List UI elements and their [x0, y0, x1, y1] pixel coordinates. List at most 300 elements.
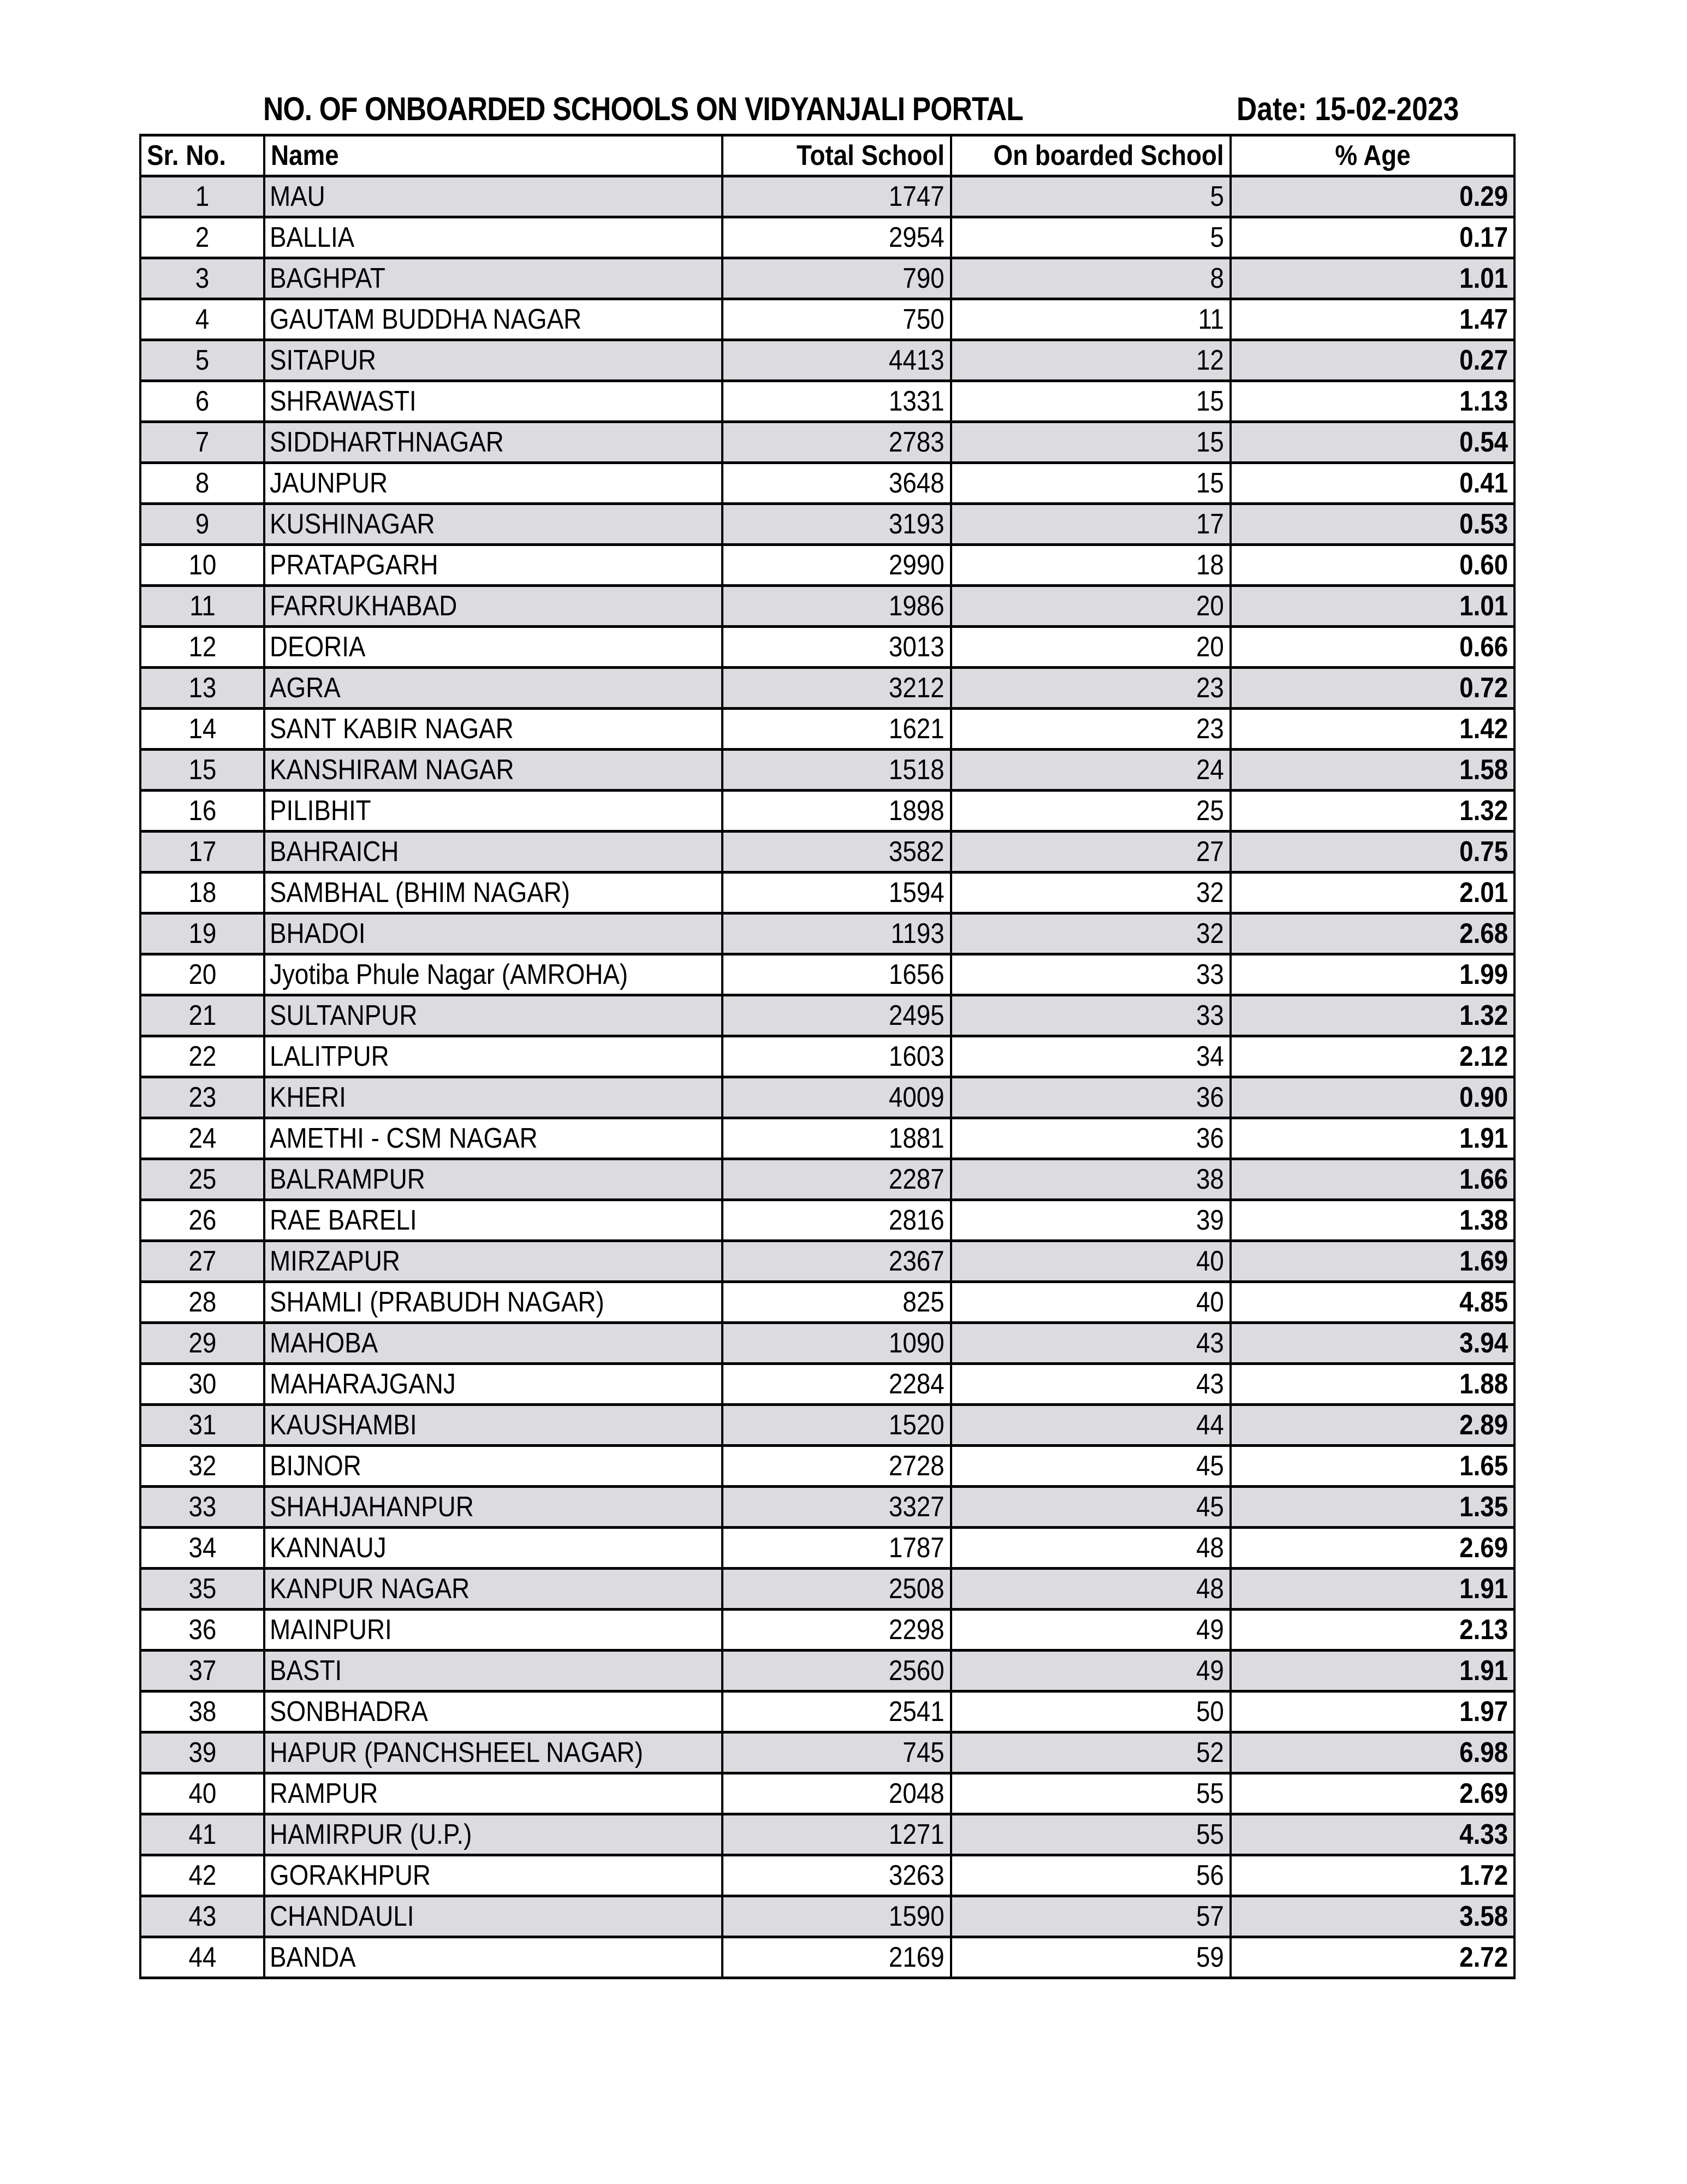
district-name-value: JAUNPUR	[270, 467, 388, 499]
district-name-value: RAMPUR	[270, 1778, 378, 1809]
district-name-value: BHADOI	[270, 918, 366, 949]
onboarded-school-value: 32	[1196, 877, 1224, 909]
cell-onboarded-school	[951, 422, 1231, 463]
percent-age-value: 1.91	[1459, 1573, 1508, 1605]
district-name-value: SANT KABIR NAGAR	[270, 713, 514, 745]
onboarded-school-value: 12	[1196, 345, 1224, 376]
onboarded-school-value: 5	[1210, 222, 1224, 253]
percent-age-value: 1.32	[1459, 1000, 1508, 1031]
cell-sr-no	[140, 1282, 264, 1323]
cell-total-school	[722, 1282, 951, 1323]
cell-total-school	[722, 873, 951, 913]
cell-sr-no	[140, 1446, 264, 1487]
onboarded-school-value: 55	[1196, 1819, 1224, 1850]
cell-percent-age	[1231, 1077, 1514, 1118]
cell-onboarded-school	[951, 1405, 1231, 1446]
cell-total-school	[722, 381, 951, 422]
header-sr-no-label: Sr. No.	[147, 140, 226, 171]
table-row	[140, 1732, 1514, 1773]
sr-no-value: 40	[188, 1778, 216, 1809]
table-row	[140, 627, 1514, 668]
cell-district-name	[264, 340, 722, 381]
cell-total-school	[722, 1937, 951, 1978]
cell-sr-no	[140, 1692, 264, 1732]
total-school-value: 2508	[889, 1573, 945, 1605]
cell-district-name	[264, 1077, 722, 1118]
cell-district-name	[264, 995, 722, 1036]
cell-percent-age	[1231, 1487, 1514, 1528]
total-school-value: 2541	[889, 1696, 945, 1728]
percent-age-value: 2.13	[1459, 1614, 1508, 1646]
district-name-value: AGRA	[270, 672, 341, 704]
onboarded-school-value: 36	[1196, 1123, 1224, 1154]
cell-percent-age	[1231, 1323, 1514, 1364]
cell-total-school	[722, 750, 951, 791]
cell-percent-age	[1231, 1200, 1514, 1241]
sr-no-value: 18	[188, 877, 216, 909]
cell-percent-age	[1231, 1855, 1514, 1896]
onboarded-school-value: 27	[1196, 836, 1224, 868]
cell-total-school	[722, 340, 951, 381]
cell-sr-no	[140, 954, 264, 995]
cell-district-name	[264, 1200, 722, 1241]
cell-sr-no	[140, 1200, 264, 1241]
total-school-value: 790	[902, 263, 945, 294]
report-date: Date: 15-02-2023	[1237, 91, 1459, 127]
cell-percent-age	[1231, 258, 1514, 299]
percent-age-value: 0.17	[1459, 222, 1508, 253]
cell-sr-no	[140, 1323, 264, 1364]
table-row	[140, 873, 1514, 913]
cell-sr-no	[140, 1814, 264, 1855]
cell-total-school	[722, 709, 951, 750]
table-row	[140, 545, 1514, 586]
total-school-value: 3582	[889, 836, 945, 868]
cell-district-name	[264, 1405, 722, 1446]
cell-district-name	[264, 299, 722, 340]
total-school-value: 1881	[889, 1123, 945, 1154]
district-name-value: KUSHINAGAR	[270, 508, 435, 540]
cell-total-school	[722, 995, 951, 1036]
district-name-value: BAHRAICH	[270, 836, 399, 868]
sr-no-value: 26	[188, 1204, 216, 1236]
cell-total-school	[722, 1732, 951, 1773]
percent-age-value: 1.13	[1459, 385, 1508, 417]
percent-age-value: 1.66	[1459, 1164, 1508, 1195]
cell-district-name	[264, 258, 722, 299]
cell-district-name	[264, 1118, 722, 1159]
cell-onboarded-school	[951, 1610, 1231, 1651]
onboarded-school-value: 15	[1196, 467, 1224, 499]
cell-district-name	[264, 913, 722, 954]
sr-no-value: 35	[188, 1573, 216, 1605]
cell-total-school	[722, 1323, 951, 1364]
sr-no-value: 15	[188, 754, 216, 786]
onboarded-school-value: 15	[1196, 426, 1224, 458]
sr-no-value: 6	[195, 385, 210, 417]
cell-district-name	[264, 545, 722, 586]
percent-age-value: 2.01	[1459, 877, 1508, 909]
cell-total-school	[722, 1773, 951, 1814]
cell-onboarded-school	[951, 1937, 1231, 1978]
cell-percent-age	[1231, 873, 1514, 913]
cell-total-school	[722, 913, 951, 954]
percent-age-value: 4.85	[1459, 1286, 1508, 1318]
total-school-value: 1271	[889, 1819, 945, 1850]
total-school-value: 2284	[889, 1368, 945, 1400]
cell-sr-no	[140, 545, 264, 586]
cell-total-school	[722, 586, 951, 627]
cell-district-name	[264, 832, 722, 873]
table-row	[140, 1036, 1514, 1077]
district-name-value: FARRUKHABAD	[270, 590, 458, 622]
percent-age-value: 0.29	[1459, 181, 1508, 212]
cell-district-name	[264, 791, 722, 832]
cell-total-school	[722, 463, 951, 504]
total-school-value: 1590	[889, 1901, 945, 1932]
percent-age-value: 3.94	[1459, 1327, 1508, 1359]
cell-total-school	[722, 299, 951, 340]
total-school-value: 4413	[889, 345, 945, 376]
cell-onboarded-school	[951, 463, 1231, 504]
cell-percent-age	[1231, 504, 1514, 545]
percent-age-value: 1.38	[1459, 1204, 1508, 1236]
onboarded-school-value: 57	[1196, 1901, 1224, 1932]
cell-onboarded-school	[951, 1200, 1231, 1241]
percent-age-value: 2.12	[1459, 1041, 1508, 1072]
sr-no-value: 21	[188, 1000, 216, 1031]
cell-onboarded-school	[951, 176, 1231, 217]
district-name-value: SULTANPUR	[270, 1000, 418, 1031]
cell-onboarded-school	[951, 217, 1231, 258]
cell-onboarded-school	[951, 1855, 1231, 1896]
district-name-value: KHERI	[270, 1082, 346, 1113]
cell-percent-age	[1231, 1732, 1514, 1773]
table-row	[140, 995, 1514, 1036]
total-school-value: 750	[902, 304, 945, 335]
percent-age-value: 0.53	[1459, 508, 1508, 540]
sr-no-value: 16	[188, 795, 216, 827]
total-school-value: 1656	[889, 959, 945, 990]
district-name-value: BANDA	[270, 1942, 356, 1973]
cell-onboarded-school	[951, 873, 1231, 913]
onboarded-school-value: 24	[1196, 754, 1224, 786]
percent-age-value: 2.89	[1459, 1409, 1508, 1441]
cell-district-name	[264, 1855, 722, 1896]
cell-onboarded-school	[951, 1446, 1231, 1487]
table-row	[140, 176, 1514, 217]
sr-no-value: 10	[188, 549, 216, 581]
cell-onboarded-school	[951, 1814, 1231, 1855]
cell-total-school	[722, 1487, 951, 1528]
cell-district-name	[264, 750, 722, 791]
cell-percent-age	[1231, 217, 1514, 258]
cell-district-name	[264, 422, 722, 463]
onboarded-school-value: 43	[1196, 1327, 1224, 1359]
cell-district-name	[264, 1610, 722, 1651]
table-row	[140, 1446, 1514, 1487]
percent-age-value: 1.32	[1459, 795, 1508, 827]
sr-no-value: 24	[188, 1123, 216, 1154]
table-row	[140, 1692, 1514, 1732]
cell-total-school	[722, 1651, 951, 1692]
total-school-value: 2298	[889, 1614, 945, 1646]
cell-total-school	[722, 176, 951, 217]
sr-no-value: 5	[195, 345, 210, 376]
sr-no-value: 32	[188, 1450, 216, 1482]
cell-district-name	[264, 586, 722, 627]
onboarded-school-value: 48	[1196, 1532, 1224, 1564]
cell-sr-no	[140, 1077, 264, 1118]
cell-sr-no	[140, 1569, 264, 1610]
onboarded-school-value: 56	[1196, 1860, 1224, 1891]
sr-no-value: 4	[195, 304, 210, 335]
cell-sr-no	[140, 1855, 264, 1896]
total-school-value: 2169	[889, 1942, 945, 1973]
header-onboarded-school	[951, 135, 1231, 176]
cell-sr-no	[140, 832, 264, 873]
cell-district-name	[264, 1528, 722, 1569]
cell-sr-no	[140, 873, 264, 913]
cell-district-name	[264, 1364, 722, 1405]
percent-age-value: 4.33	[1459, 1819, 1508, 1850]
cell-district-name	[264, 1241, 722, 1282]
cell-onboarded-school	[951, 709, 1231, 750]
onboarded-school-value: 49	[1196, 1655, 1224, 1687]
total-school-value: 2783	[889, 426, 945, 458]
percent-age-value: 0.90	[1459, 1082, 1508, 1113]
cell-percent-age	[1231, 1159, 1514, 1200]
cell-total-school	[722, 1692, 951, 1732]
cell-percent-age	[1231, 1814, 1514, 1855]
cell-total-school	[722, 832, 951, 873]
onboarded-school-value: 25	[1196, 795, 1224, 827]
cell-sr-no	[140, 258, 264, 299]
cell-sr-no	[140, 504, 264, 545]
sr-no-value: 3	[195, 263, 210, 294]
table-row	[140, 1405, 1514, 1446]
onboarded-school-value: 18	[1196, 549, 1224, 581]
district-name-value: MIRZAPUR	[270, 1245, 400, 1277]
district-name-value: KAUSHAMBI	[270, 1409, 417, 1441]
district-name-value: MAU	[270, 181, 325, 212]
cell-percent-age	[1231, 750, 1514, 791]
onboarded-school-value: 40	[1196, 1286, 1224, 1318]
cell-onboarded-school	[951, 1036, 1231, 1077]
cell-district-name	[264, 1036, 722, 1077]
cell-total-school	[722, 1077, 951, 1118]
cell-district-name	[264, 668, 722, 709]
table-row	[140, 1610, 1514, 1651]
cell-district-name	[264, 954, 722, 995]
cell-sr-no	[140, 299, 264, 340]
cell-onboarded-school	[951, 1077, 1231, 1118]
district-name-value: MAINPURI	[270, 1614, 392, 1646]
table-row	[140, 1282, 1514, 1323]
district-name-value: SHAMLI (PRABUDH NAGAR)	[270, 1286, 604, 1318]
total-school-value: 1621	[889, 713, 945, 745]
total-school-value: 3013	[889, 631, 945, 663]
percent-age-value: 6.98	[1459, 1737, 1508, 1768]
sr-no-value: 12	[188, 631, 216, 663]
sr-no-value: 36	[188, 1614, 216, 1646]
table-row	[140, 1487, 1514, 1528]
onboarded-school-value: 17	[1196, 508, 1224, 540]
cell-onboarded-school	[951, 832, 1231, 873]
cell-onboarded-school	[951, 1773, 1231, 1814]
total-school-value: 1520	[889, 1409, 945, 1441]
cell-percent-age	[1231, 463, 1514, 504]
cell-sr-no	[140, 791, 264, 832]
sr-no-value: 14	[188, 713, 216, 745]
cell-percent-age	[1231, 1405, 1514, 1446]
cell-district-name	[264, 1773, 722, 1814]
cell-sr-no	[140, 1937, 264, 1978]
district-name-value: PRATAPGARH	[270, 549, 438, 581]
cell-percent-age	[1231, 340, 1514, 381]
table-row	[140, 504, 1514, 545]
cell-sr-no	[140, 1896, 264, 1937]
onboarded-school-value: 38	[1196, 1164, 1224, 1195]
percent-age-value: 1.99	[1459, 959, 1508, 990]
cell-district-name	[264, 627, 722, 668]
percent-age-value: 1.42	[1459, 713, 1508, 745]
cell-sr-no	[140, 1241, 264, 1282]
district-name-value: SHRAWASTI	[270, 385, 417, 417]
cell-district-name	[264, 1814, 722, 1855]
header-onboarded-school-label: On boarded School	[993, 140, 1224, 171]
onboarded-school-value: 52	[1196, 1737, 1224, 1768]
sr-no-value: 25	[188, 1164, 216, 1195]
cell-percent-age	[1231, 954, 1514, 995]
cell-percent-age	[1231, 668, 1514, 709]
header-sr-no	[140, 135, 264, 176]
percent-age-value: 0.75	[1459, 836, 1508, 868]
sr-no-value: 39	[188, 1737, 216, 1768]
sr-no-value: 29	[188, 1327, 216, 1359]
table-row	[140, 832, 1514, 873]
percent-age-value: 2.72	[1459, 1942, 1508, 1973]
district-name-value: SITAPUR	[270, 345, 376, 376]
onboarded-school-value: 44	[1196, 1409, 1224, 1441]
table-row	[140, 1528, 1514, 1569]
sr-no-value: 11	[189, 590, 216, 622]
table-row	[140, 750, 1514, 791]
table-row	[140, 422, 1514, 463]
cell-onboarded-school	[951, 750, 1231, 791]
district-name-value: CHANDAULI	[270, 1901, 414, 1932]
district-name-value: BALLIA	[270, 222, 355, 253]
cell-total-school	[722, 627, 951, 668]
cell-district-name	[264, 1651, 722, 1692]
total-school-value: 2287	[889, 1164, 945, 1195]
cell-percent-age	[1231, 1241, 1514, 1282]
cell-onboarded-school	[951, 381, 1231, 422]
cell-sr-no	[140, 463, 264, 504]
cell-total-school	[722, 791, 951, 832]
onboarded-school-value: 32	[1196, 918, 1224, 949]
total-school-value: 2990	[889, 549, 945, 581]
cell-percent-age	[1231, 1610, 1514, 1651]
cell-district-name	[264, 1446, 722, 1487]
cell-district-name	[264, 873, 722, 913]
cell-onboarded-school	[951, 791, 1231, 832]
total-school-value: 3212	[889, 672, 945, 704]
sr-no-value: 2	[195, 222, 210, 253]
percent-age-value: 1.01	[1459, 263, 1508, 294]
percent-age-value: 2.69	[1459, 1778, 1508, 1809]
district-name-value: RAE BARELI	[270, 1204, 417, 1236]
onboarded-school-value: 49	[1196, 1614, 1224, 1646]
percent-age-value: 0.27	[1459, 345, 1508, 376]
total-school-value: 1747	[889, 181, 945, 212]
cell-district-name	[264, 463, 722, 504]
table-row	[140, 1651, 1514, 1692]
district-name-value: SHAHJAHANPUR	[270, 1491, 474, 1523]
cell-total-school	[722, 1200, 951, 1241]
header-name-label: Name	[271, 140, 339, 171]
cell-percent-age	[1231, 1282, 1514, 1323]
cell-onboarded-school	[951, 995, 1231, 1036]
cell-onboarded-school	[951, 299, 1231, 340]
district-name-value: KANPUR NAGAR	[270, 1573, 470, 1605]
table-row	[140, 340, 1514, 381]
cell-percent-age	[1231, 1036, 1514, 1077]
percent-age-value: 1.58	[1459, 754, 1508, 786]
cell-onboarded-school	[951, 586, 1231, 627]
cell-percent-age	[1231, 995, 1514, 1036]
sr-no-value: 28	[188, 1286, 216, 1318]
cell-total-school	[722, 1569, 951, 1610]
district-name-value: MAHOBA	[270, 1327, 378, 1359]
cell-percent-age	[1231, 832, 1514, 873]
cell-percent-age	[1231, 1692, 1514, 1732]
percent-age-value: 1.72	[1459, 1860, 1508, 1891]
table-row	[140, 1569, 1514, 1610]
cell-sr-no	[140, 1528, 264, 1569]
percent-age-value: 1.35	[1459, 1491, 1508, 1523]
table-row	[140, 791, 1514, 832]
cell-percent-age	[1231, 627, 1514, 668]
cell-onboarded-school	[951, 1692, 1231, 1732]
cell-onboarded-school	[951, 954, 1231, 995]
cell-sr-no	[140, 668, 264, 709]
table-row	[140, 1937, 1514, 1978]
percent-age-value: 1.47	[1459, 304, 1508, 335]
sr-no-value: 33	[188, 1491, 216, 1523]
cell-sr-no	[140, 1487, 264, 1528]
cell-onboarded-school	[951, 1159, 1231, 1200]
cell-sr-no	[140, 1036, 264, 1077]
total-school-value: 2954	[889, 222, 945, 253]
sr-no-value: 31	[188, 1409, 216, 1441]
cell-total-school	[722, 1855, 951, 1896]
total-school-value: 1898	[889, 795, 945, 827]
cell-onboarded-school	[951, 1323, 1231, 1364]
onboarded-school-value: 45	[1196, 1491, 1224, 1523]
cell-percent-age	[1231, 1569, 1514, 1610]
sr-no-value: 30	[188, 1368, 216, 1400]
onboarded-school-value: 43	[1196, 1368, 1224, 1400]
cell-onboarded-school	[951, 504, 1231, 545]
cell-district-name	[264, 1937, 722, 1978]
cell-district-name	[264, 1282, 722, 1323]
cell-district-name	[264, 381, 722, 422]
district-name-value: BALRAMPUR	[270, 1164, 425, 1195]
cell-sr-no	[140, 627, 264, 668]
cell-percent-age	[1231, 381, 1514, 422]
cell-total-school	[722, 1036, 951, 1077]
